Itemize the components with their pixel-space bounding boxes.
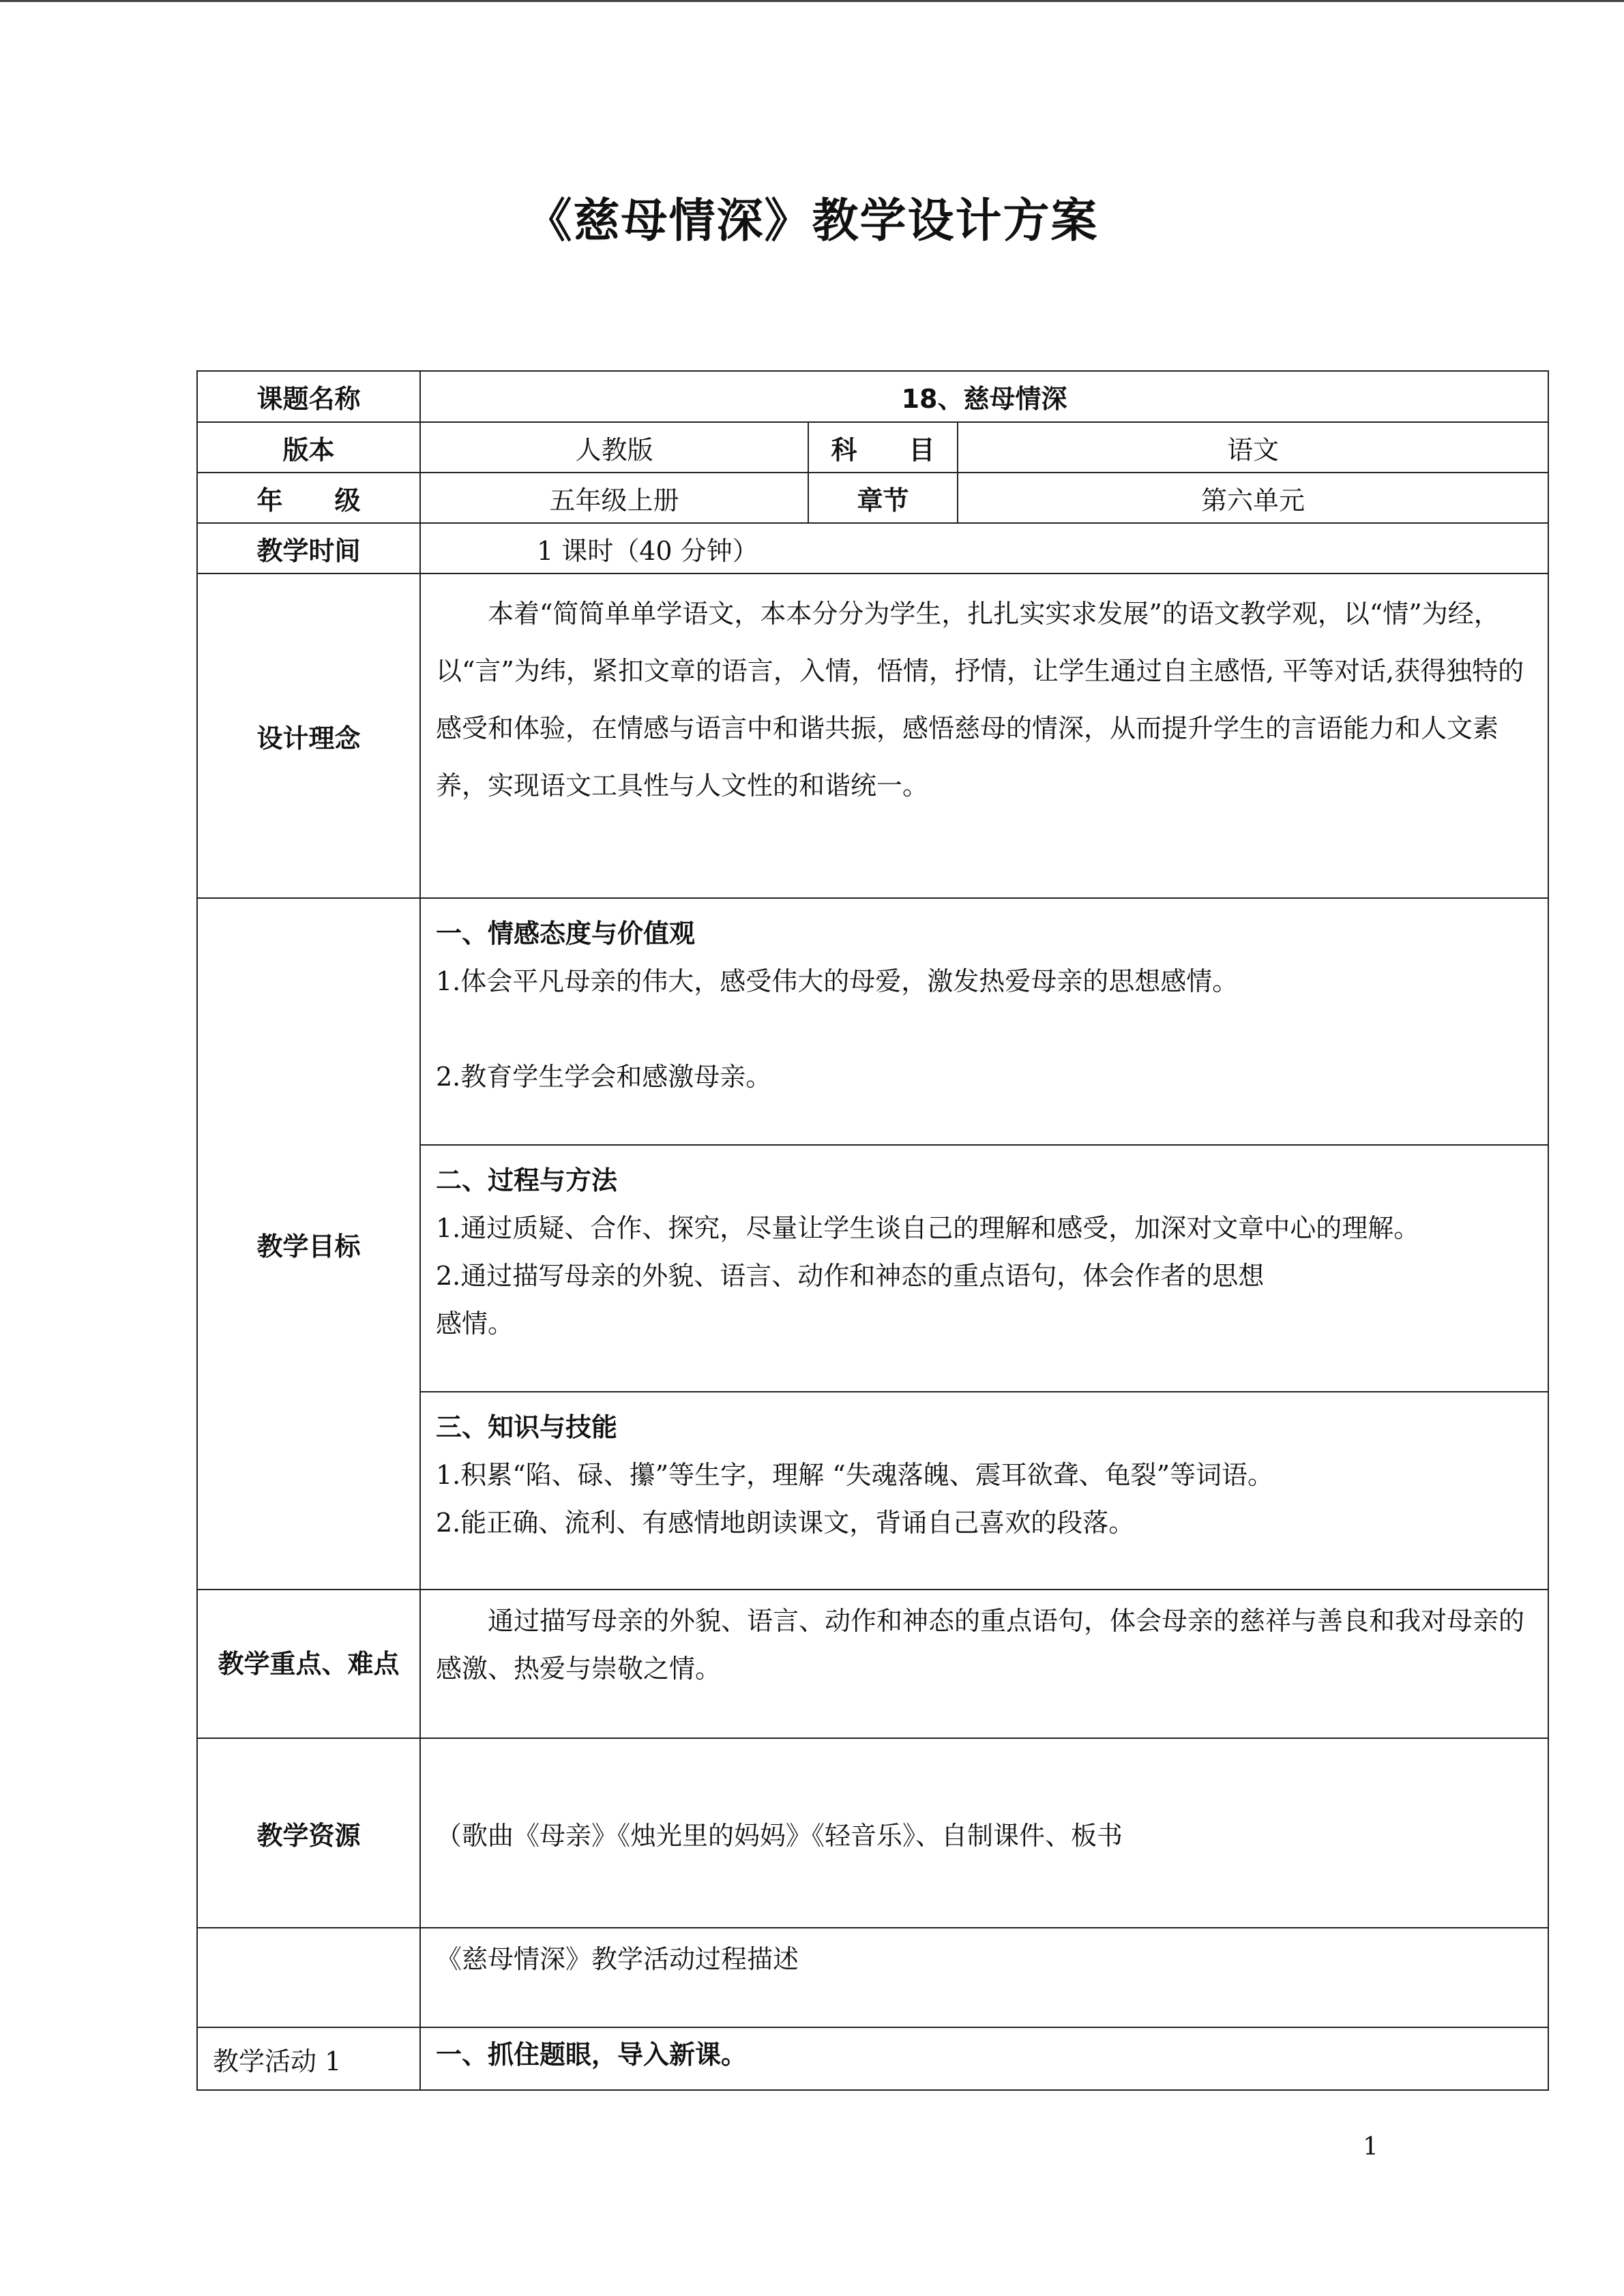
document-title: 《慈母情深》教学设计方案	[525, 194, 1099, 248]
row-resources	[197, 1738, 1548, 1928]
top-border-line	[0, 0, 1624, 2]
resources-text: （歌曲《母亲》《烛光里的妈妈》《轻音乐》、自制课件、板书	[420, 1738, 1548, 1928]
goal-process-item-2: 2.通过描写母亲的外貌、语言、动作和神态的重点语句，体会作者的思想	[436, 1261, 1265, 1291]
key-points-label: 教学重点、难点	[197, 1590, 420, 1738]
edition-value: 人教版	[420, 422, 808, 473]
goal-process-section	[420, 1145, 1548, 1392]
goal-knowledge-section	[420, 1392, 1548, 1590]
goal-emotion-heading: 一、情感态度与价值观	[436, 919, 696, 949]
row-process	[197, 1928, 1548, 2027]
row-activity-1	[197, 2027, 1548, 2090]
teaching-time-label: 教学时间	[197, 523, 420, 573]
lesson-plan-table	[196, 370, 1549, 2091]
goal-emotion-item-1: 1.体会平凡母亲的伟大，感受伟大的母爱，激发热爱母亲的思想感情。	[436, 966, 1239, 996]
edition-label: 版本	[197, 422, 420, 473]
subject-label: 科 目	[808, 422, 958, 473]
goal-emotion-section	[420, 898, 1548, 1145]
row-grade	[197, 473, 1548, 523]
teaching-time-value: 1 课时（40 分钟）	[420, 523, 1548, 573]
goal-process-item-2-cont: 感情。	[436, 1309, 514, 1339]
row-goal-emotion	[197, 898, 1548, 1145]
design-concept-text: 本着“简简单单学语文，本本分分为学生，扎扎实实求发展”的语文教学观，以“情”为经，以“言”为纬，紧扣文章的语言，入情，悟情，抒情，让学生通过自主感悟, 平等对话,获得独特的感受和体验，在情感与语言中和谐共振，感悟慈母的情深，从而提升学生的言语能力和人文素养，实现语文工具性与人文性的和谐统一。	[420, 573, 1548, 898]
chapter-value: 第六单元	[958, 473, 1548, 523]
chapter-label: 章节	[808, 473, 958, 523]
row-teaching-time	[197, 523, 1548, 573]
activity-1-label: 教学活动 1	[197, 2027, 420, 2090]
row-edition	[197, 422, 1548, 473]
subject-value: 语文	[958, 422, 1548, 473]
process-label-empty	[197, 1928, 420, 2027]
spacer	[436, 1005, 1533, 1053]
goal-knowledge-item-1: 1.积累“陷、碌、攥”等生字，理解 “失魂落魄、震耳欲聋、龟裂”等词语。	[436, 1460, 1274, 1490]
page-number: 1	[1363, 2133, 1378, 2161]
process-description: 《慈母情深》教学活动过程描述	[420, 1928, 1548, 2027]
goal-process-item-1: 1.通过质疑、合作、探究，尽量让学生谈自己的理解和感受，加深对文章中心的理解。	[436, 1213, 1420, 1243]
teaching-goals-label: 教学目标	[197, 898, 420, 1590]
activity-1-text: 一、抓住题眼，导入新课。	[420, 2027, 1548, 2090]
lesson-name-value: 18、慈母情深	[420, 371, 1548, 422]
goal-emotion-item-2: 2.教育学生学会和感激母亲。	[436, 1062, 772, 1092]
goal-knowledge-heading: 三、知识与技能	[436, 1412, 618, 1442]
row-key-points	[197, 1590, 1548, 1738]
row-design-concept	[197, 573, 1548, 898]
goal-knowledge-item-2: 2.能正确、流利、有感情地朗读课文，背诵自己喜欢的段落。	[436, 1508, 1135, 1538]
goal-process-heading: 二、过程与方法	[436, 1165, 618, 1195]
grade-label: 年 级	[197, 473, 420, 523]
design-concept-label: 设计理念	[197, 573, 420, 898]
resources-label: 教学资源	[197, 1738, 420, 1928]
lesson-name-label: 课题名称	[197, 371, 420, 422]
row-lesson-name	[197, 371, 1548, 422]
key-points-text: 通过描写母亲的外貌、语言、动作和神态的重点语句，体会母亲的慈祥与善良和我对母亲的感激、热爱与崇敬之情。	[420, 1590, 1548, 1738]
grade-value: 五年级上册	[420, 473, 808, 523]
